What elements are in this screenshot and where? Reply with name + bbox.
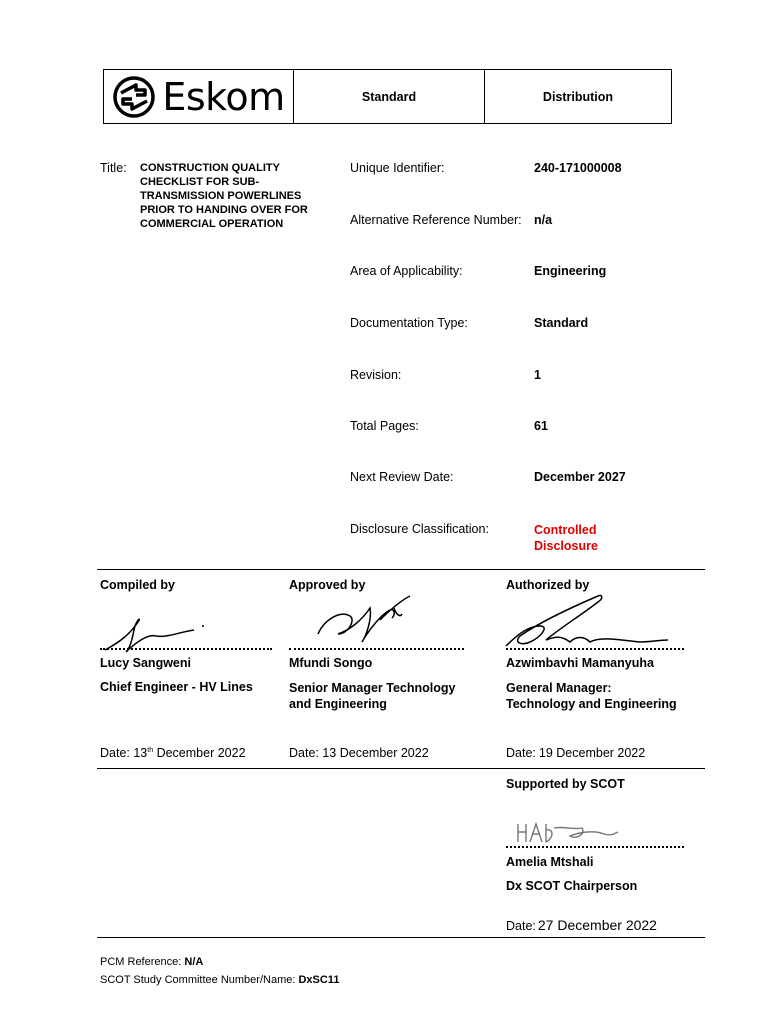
header-distribution-cell: Distribution xyxy=(484,70,671,123)
scot-committee-value: DxSC11 xyxy=(298,974,340,986)
supported-date-label: Date: xyxy=(506,919,536,933)
compiled-signature xyxy=(100,612,210,660)
approved-name: Mfundi Songo xyxy=(289,656,373,670)
disclosure-label: Disclosure Classification: xyxy=(350,522,489,536)
disclosure-value xyxy=(534,522,598,554)
pcm-reference-value: N/A xyxy=(184,956,204,968)
documentation-type-value: Standard xyxy=(534,316,589,330)
supported-signature xyxy=(514,816,624,848)
authorized-date-label: Date: xyxy=(506,746,536,760)
authorized-signature-line xyxy=(506,648,684,650)
approved-role-line: Senior Manager Technology xyxy=(289,681,456,695)
alt-reference-label: Alternative Reference Number: xyxy=(350,213,522,227)
alt-reference-value: n/a xyxy=(534,213,553,227)
authorized-date xyxy=(506,746,645,760)
scot-committee xyxy=(100,974,339,986)
authorized-role-line: General Manager: xyxy=(506,681,612,695)
next-review-label: Next Review Date: xyxy=(350,470,454,484)
pcm-reference xyxy=(100,956,203,968)
approved-by-heading: Approved by xyxy=(289,578,366,592)
title-line: COMMERCIAL OPERATION xyxy=(140,218,284,230)
approved-role xyxy=(289,680,455,712)
compiled-date-suffix: December 2022 xyxy=(153,746,246,760)
title-label: Title: xyxy=(100,161,127,175)
approved-signature-line xyxy=(289,648,464,650)
compiled-role: Chief Engineer - HV Lines xyxy=(100,680,253,694)
approved-signature xyxy=(310,590,420,648)
title-line: CHECKLIST FOR SUB- xyxy=(140,176,260,188)
signatory-top-rule xyxy=(97,569,705,570)
authorized-role-line: Technology and Engineering xyxy=(506,697,677,711)
area-applicability-value: Engineering xyxy=(534,264,607,278)
compiled-date-sup: th xyxy=(147,746,154,754)
document-header-table xyxy=(103,69,672,124)
revision-label: Revision: xyxy=(350,368,402,382)
compiled-date xyxy=(100,746,246,760)
compiled-date-prefix: Date: 13 xyxy=(100,746,148,760)
pcm-reference-label: PCM Reference: xyxy=(100,956,185,968)
authorized-date-value: 19 December 2022 xyxy=(538,746,646,760)
supported-date xyxy=(506,917,657,933)
signatory-mid-rule xyxy=(97,768,705,769)
eskom-logo xyxy=(104,70,293,123)
logo-wordmark: Eskom xyxy=(162,74,285,119)
authorized-by-heading: Authorized by xyxy=(506,578,590,592)
revision-value: 1 xyxy=(534,368,541,382)
title-line: PRIOR TO HANDING OVER FOR xyxy=(140,204,308,216)
scot-committee-label: SCOT Study Committee Number/Name: xyxy=(100,974,299,986)
supported-role: Dx SCOT Chairperson xyxy=(506,879,638,893)
approved-role-line: and Engineering xyxy=(289,697,387,711)
next-review-value: December 2027 xyxy=(534,470,626,484)
compiled-by-heading: Compiled by xyxy=(100,578,176,592)
unique-identifier-value: 240-171000008 xyxy=(534,161,622,175)
unique-identifier-label: Unique Identifier: xyxy=(350,161,445,175)
approved-date: Date: 13 December 2022 xyxy=(289,746,429,760)
header-standard-cell: Standard xyxy=(293,70,484,123)
supported-signature-line xyxy=(506,846,684,848)
authorized-role xyxy=(506,680,677,712)
supported-name: Amelia Mtshali xyxy=(506,855,594,869)
disclosure-line: Controlled xyxy=(534,523,597,537)
compiled-name: Lucy Sangweni xyxy=(100,656,191,670)
supported-date-value: 27 December 2022 xyxy=(537,917,657,933)
signatory-bottom-rule xyxy=(97,937,705,938)
eskom-emblem-icon xyxy=(112,75,156,119)
title-line: CONSTRUCTION QUALITY xyxy=(140,162,280,174)
compiled-signature-line xyxy=(100,648,272,650)
authorized-signature xyxy=(500,592,680,652)
title-line: TRANSMISSION POWERLINES xyxy=(140,190,302,202)
total-pages-label: Total Pages: xyxy=(350,419,419,433)
total-pages-value: 61 xyxy=(534,419,548,433)
document-title xyxy=(140,161,330,231)
authorized-name: Azwimbavhi Mamanyuha xyxy=(506,656,654,670)
documentation-type-label: Documentation Type: xyxy=(350,316,468,330)
disclosure-line: Disclosure xyxy=(534,539,598,553)
supported-by-heading: Supported by SCOT xyxy=(506,777,625,791)
area-applicability-label: Area of Applicability: xyxy=(350,264,463,278)
